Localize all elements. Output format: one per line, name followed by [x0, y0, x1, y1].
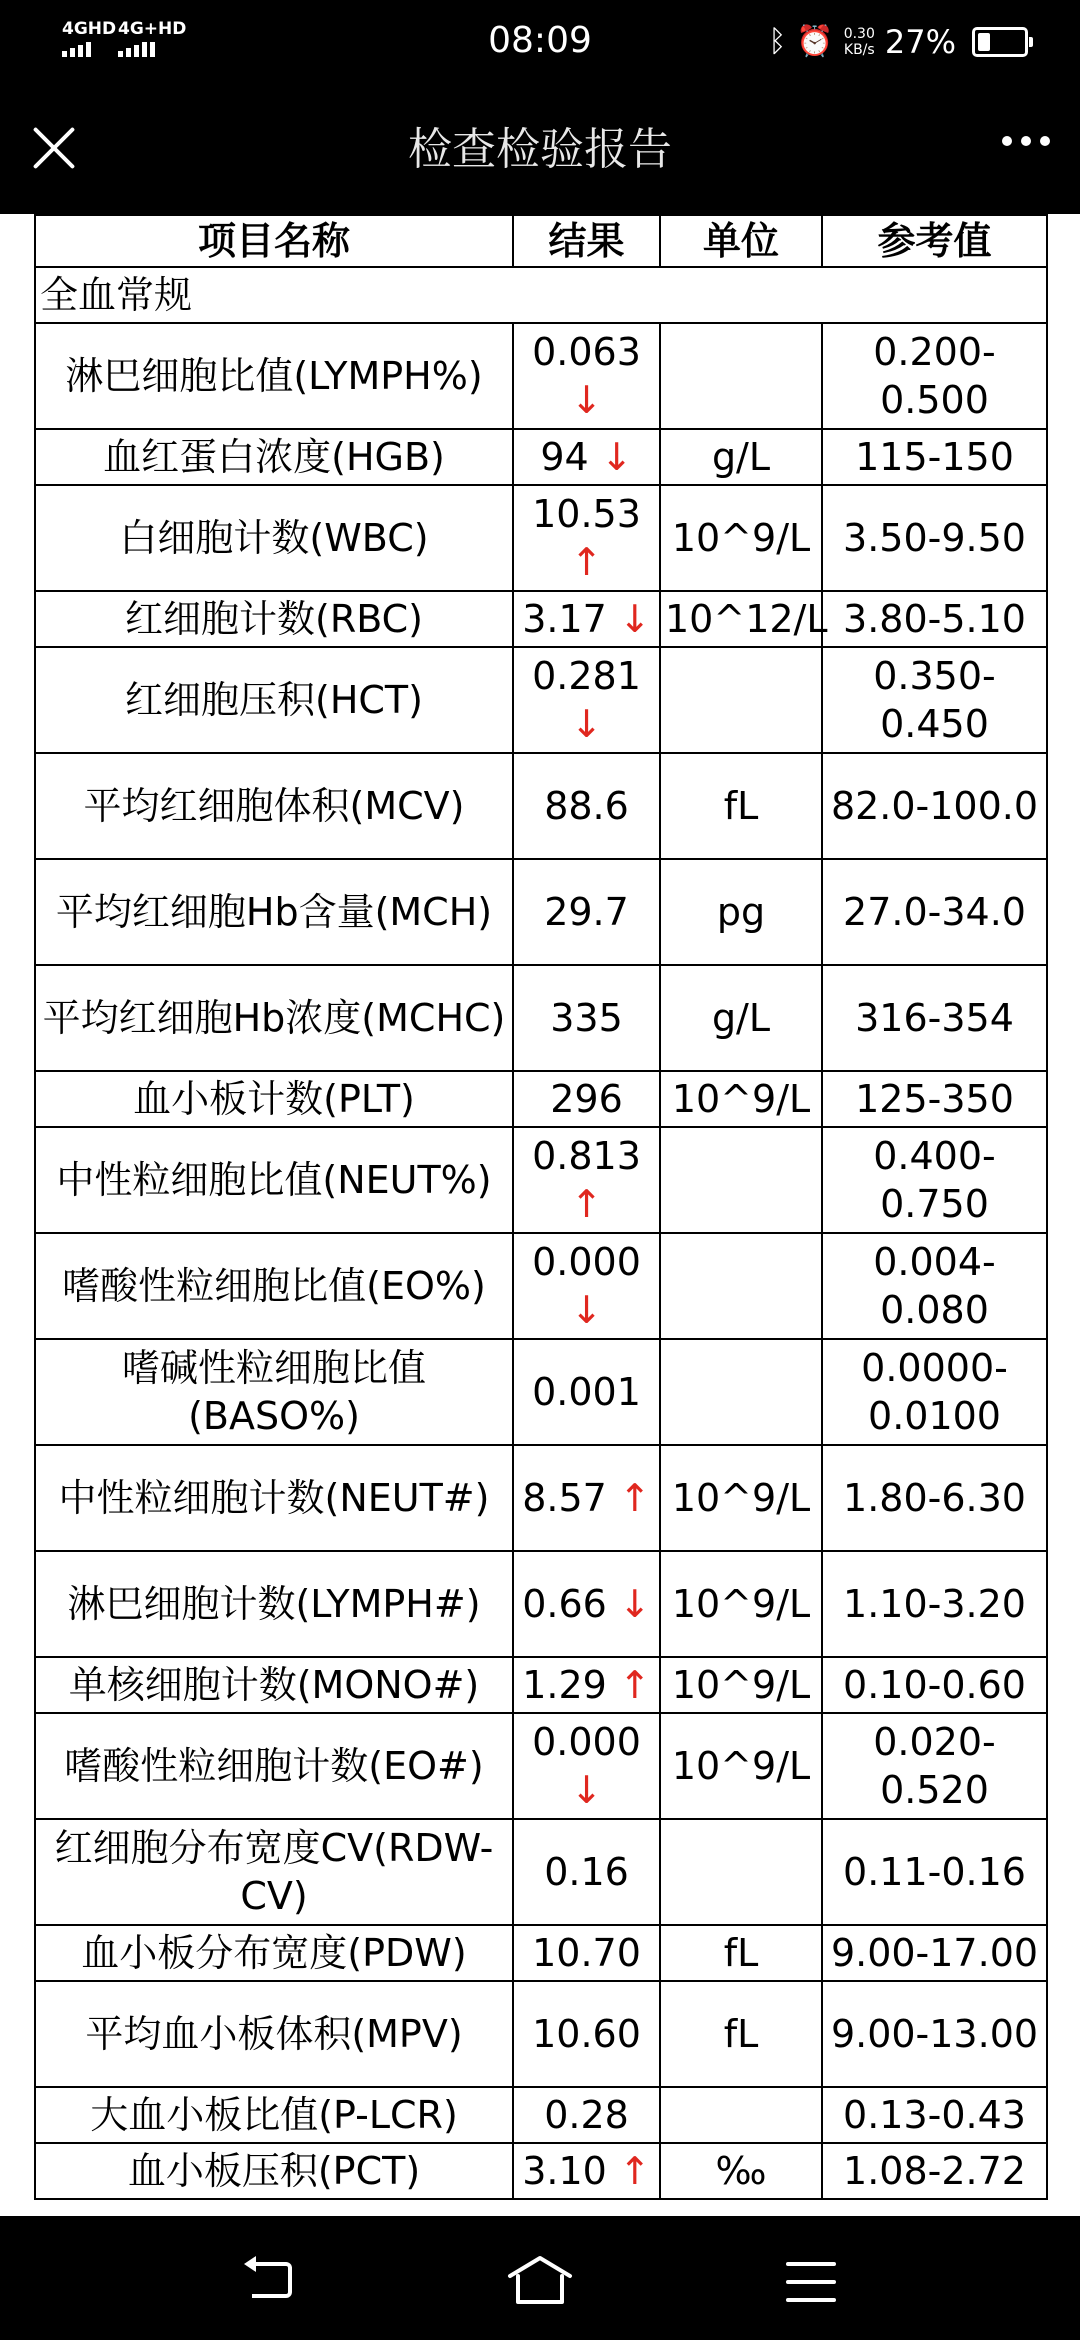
- unit-cell: [660, 1127, 822, 1233]
- battery-fill: [978, 33, 990, 51]
- result-cell: [513, 1925, 660, 1981]
- result-cell: [513, 429, 660, 485]
- result-value: 10.60: [532, 2012, 641, 2056]
- battery-percent: 27%: [884, 23, 956, 61]
- item-name: 血小板压积(PCT): [35, 2143, 513, 2199]
- item-name: 血小板计数(PLT): [35, 1071, 513, 1127]
- alarm-icon: ⏰: [796, 24, 834, 59]
- battery-icon: [972, 27, 1028, 57]
- header-result: 结果: [513, 215, 660, 267]
- result-value: 0.281: [532, 654, 641, 698]
- reference-cell: 1.08-2.72: [822, 2143, 1047, 2199]
- item-name: 淋巴细胞计数(LYMPH#): [35, 1551, 513, 1657]
- reference-cell: 0.11-0.16: [822, 1819, 1047, 1925]
- reference-cell: 9.00-17.00: [822, 1925, 1047, 1981]
- header-unit: 单位: [660, 215, 822, 267]
- unit-cell: [660, 1233, 822, 1339]
- result-cell: [513, 591, 660, 647]
- item-name: 红细胞压积(HCT): [35, 647, 513, 753]
- item-name: 嗜酸性粒细胞比值(EO%): [35, 1233, 513, 1339]
- unit-cell: 10^9/L: [660, 1551, 822, 1657]
- table-row: [35, 1657, 1047, 1713]
- more-icon[interactable]: [1002, 136, 1050, 146]
- table-row: [35, 753, 1047, 859]
- page-title: 检查检验报告: [408, 124, 672, 175]
- arrow-up-icon: ↑: [570, 540, 603, 584]
- reference-cell: 316-354: [822, 965, 1047, 1071]
- result-value: 0.28: [544, 2093, 629, 2137]
- header-item-name: 项目名称: [35, 215, 513, 267]
- table-row: [35, 1819, 1047, 1925]
- unit-cell: 10^9/L: [660, 1713, 822, 1819]
- item-name: 平均红细胞Hb含量(MCH): [35, 859, 513, 965]
- result-cell: [513, 2087, 660, 2143]
- reference-cell: 3.80-5.10: [822, 591, 1047, 647]
- table-row: [35, 1925, 1047, 1981]
- table-header-row: [35, 215, 1047, 267]
- result-cell: [513, 1713, 660, 1819]
- item-name: 中性粒细胞计数(NEUT#): [35, 1445, 513, 1551]
- table-row: [35, 965, 1047, 1071]
- table-row: [35, 1445, 1047, 1551]
- result-value: 335: [550, 996, 623, 1040]
- lab-report-table: [34, 214, 1048, 2200]
- table-row: [35, 2143, 1047, 2199]
- result-cell: [513, 965, 660, 1071]
- result-value: 3.17: [522, 597, 607, 641]
- reference-cell: 115-150: [822, 429, 1047, 485]
- result-cell: [513, 1657, 660, 1713]
- arrow-down-icon: ↓: [570, 378, 603, 422]
- signal-2-label: 4G+HD: [118, 19, 187, 39]
- item-name: 大血小板比值(P-LCR): [35, 2087, 513, 2143]
- result-value: 0.000: [532, 1240, 641, 1284]
- section-title: 全血常规: [35, 267, 1047, 323]
- bluetooth-icon: ᛒ: [768, 24, 787, 59]
- result-cell: [513, 1445, 660, 1551]
- table-row: [35, 323, 1047, 429]
- result-cell: [513, 1071, 660, 1127]
- table-row: [35, 1127, 1047, 1233]
- signal-1-label: 4GHD: [62, 19, 117, 39]
- unit-cell: pg: [660, 859, 822, 965]
- reference-cell: 27.0-34.0: [822, 859, 1047, 965]
- result-cell: [513, 323, 660, 429]
- menu-icon[interactable]: [786, 2262, 836, 2302]
- arrow-down-icon: ↓: [570, 1768, 603, 1812]
- reference-cell: 82.0-100.0: [822, 753, 1047, 859]
- result-cell: [513, 1551, 660, 1657]
- result-value: 0.66: [522, 1582, 607, 1626]
- reference-cell: 0.13-0.43: [822, 2087, 1047, 2143]
- result-value: 0.16: [544, 1850, 629, 1894]
- result-cell: [513, 1339, 660, 1445]
- result-value: 0.001: [532, 1370, 641, 1414]
- reference-cell: 1.80-6.30: [822, 1445, 1047, 1551]
- item-name: 嗜碱性粒细胞比值(BASO%): [35, 1339, 513, 1445]
- reference-cell: 0.350-0.450: [822, 647, 1047, 753]
- reference-cell: 0.020-0.520: [822, 1713, 1047, 1819]
- home-icon[interactable]: [506, 2254, 574, 2306]
- table-row: [35, 1981, 1047, 2087]
- result-value: 0.063: [532, 330, 641, 374]
- item-name: 血小板分布宽度(PDW): [35, 1925, 513, 1981]
- unit-cell: fL: [660, 1981, 822, 2087]
- result-value: 0.000: [532, 1720, 641, 1764]
- result-cell: [513, 1233, 660, 1339]
- result-cell: [513, 859, 660, 965]
- result-value: 10.70: [532, 1931, 641, 1975]
- arrow-up-icon: ↑: [618, 2149, 651, 2193]
- arrow-down-icon: ↓: [570, 1288, 603, 1332]
- navigation-bar: [0, 2216, 1080, 2340]
- unit-cell: fL: [660, 753, 822, 859]
- arrow-down-icon: ↓: [618, 1582, 651, 1626]
- status-bar: [0, 0, 1080, 84]
- reference-cell: 0.10-0.60: [822, 1657, 1047, 1713]
- result-value: 0.813: [532, 1134, 641, 1178]
- reference-cell: 1.10-3.20: [822, 1551, 1047, 1657]
- table-row: [35, 485, 1047, 591]
- unit-cell: [660, 1819, 822, 1925]
- reference-cell: 0.200-0.500: [822, 323, 1047, 429]
- reference-cell: 0.400-0.750: [822, 1127, 1047, 1233]
- table-row: [35, 1071, 1047, 1127]
- result-cell: [513, 753, 660, 859]
- result-value: 8.57: [522, 1476, 607, 1520]
- result-cell: [513, 485, 660, 591]
- table-row: [35, 591, 1047, 647]
- item-name: 平均血小板体积(MPV): [35, 1981, 513, 2087]
- unit-cell: [660, 647, 822, 753]
- unit-cell: [660, 323, 822, 429]
- unit-cell: [660, 2087, 822, 2143]
- result-cell: [513, 1981, 660, 2087]
- arrow-up-icon: ↑: [618, 1476, 651, 1520]
- item-name: 血红蛋白浓度(HGB): [35, 429, 513, 485]
- result-value: 94: [540, 435, 589, 479]
- arrow-up-icon: ↑: [570, 1182, 603, 1226]
- item-name: 红细胞计数(RBC): [35, 591, 513, 647]
- item-name: 平均红细胞体积(MCV): [35, 753, 513, 859]
- unit-cell: 10^9/L: [660, 485, 822, 591]
- speed-unit: KB/s: [843, 42, 875, 58]
- section-row: [35, 267, 1047, 323]
- unit-cell: g/L: [660, 965, 822, 1071]
- result-value: 296: [550, 1077, 623, 1121]
- unit-cell: 10^9/L: [660, 1445, 822, 1551]
- reference-cell: 0.004-0.080: [822, 1233, 1047, 1339]
- item-name: 嗜酸性粒细胞计数(EO#): [35, 1713, 513, 1819]
- report-content[interactable]: [0, 214, 1080, 2216]
- result-value: 29.7: [544, 890, 629, 934]
- reference-cell: 9.00-13.00: [822, 1981, 1047, 2087]
- item-name: 白细胞计数(WBC): [35, 485, 513, 591]
- table-row: [35, 1233, 1047, 1339]
- result-cell: [513, 1819, 660, 1925]
- table-row: [35, 1551, 1047, 1657]
- header-reference: 参考值: [822, 215, 1047, 267]
- result-cell: [513, 2143, 660, 2199]
- arrow-down-icon: ↓: [618, 597, 651, 641]
- result-cell: [513, 1127, 660, 1233]
- arrow-up-icon: ↑: [618, 1663, 651, 1707]
- result-value: 3.10: [522, 2149, 607, 2193]
- result-cell: [513, 647, 660, 753]
- table-row: [35, 1339, 1047, 1445]
- item-name: 中性粒细胞比值(NEUT%): [35, 1127, 513, 1233]
- unit-cell: fL: [660, 1925, 822, 1981]
- unit-cell: 10^9/L: [660, 1071, 822, 1127]
- table-row: [35, 647, 1047, 753]
- unit-cell: 10^12/L: [660, 591, 822, 647]
- reference-cell: 0.0000-0.0100: [822, 1339, 1047, 1445]
- item-name: 红细胞分布宽度CV(RDW-CV): [35, 1819, 513, 1925]
- item-name: 平均红细胞Hb浓度(MCHC): [35, 965, 513, 1071]
- arrow-down-icon: ↓: [570, 702, 603, 746]
- item-name: 单核细胞计数(MONO#): [35, 1657, 513, 1713]
- network-speed: [844, 26, 875, 58]
- arrow-down-icon: ↓: [600, 435, 633, 479]
- reference-cell: 125-350: [822, 1071, 1047, 1127]
- result-value: 88.6: [544, 784, 629, 828]
- item-name: 淋巴细胞比值(LYMPH%): [35, 323, 513, 429]
- title-bar: [0, 84, 1080, 214]
- unit-cell: [660, 1339, 822, 1445]
- unit-cell: ‰: [660, 2143, 822, 2199]
- table-row: [35, 2087, 1047, 2143]
- table-row: [35, 859, 1047, 965]
- unit-cell: g/L: [660, 429, 822, 485]
- unit-cell: 10^9/L: [660, 1657, 822, 1713]
- result-value: 1.29: [522, 1663, 607, 1707]
- speed-value: 0.30: [843, 26, 875, 42]
- table-row: [35, 1713, 1047, 1819]
- reference-cell: 3.50-9.50: [822, 485, 1047, 591]
- status-time: 08:09: [488, 20, 592, 61]
- result-value: 10.53: [532, 492, 641, 536]
- table-row: [35, 429, 1047, 485]
- back-icon[interactable]: [244, 2262, 292, 2298]
